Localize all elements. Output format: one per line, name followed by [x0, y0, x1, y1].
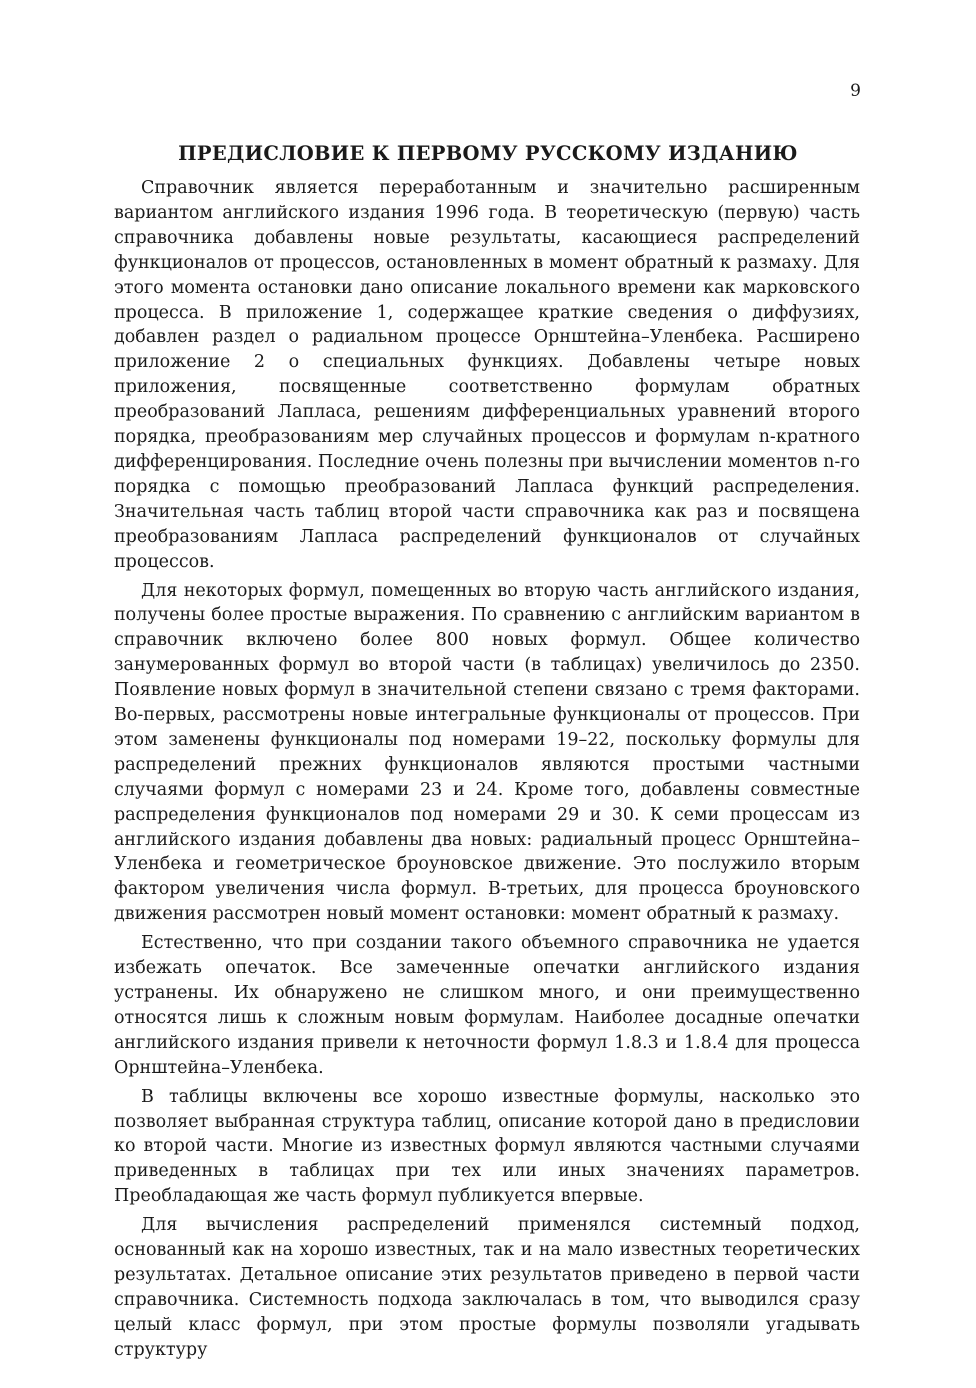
paragraph-1: Справочник является переработанным и значительно расширенным вариантом английского издания 1996 года. В теоретическую (первую) часть справочника добавлены новые результаты, касающиеся распределений функционалов от процессов, остановленных в момент обратный к размаху. Для этого момента остановки дано описание локального времени как марковского процесса. В приложение 1, содержащее краткие сведения о диффузиях, добавлен раздел о радиальном процессе Орнштейна–Уленбека. Расширено приложение 2 о специальных функциях. Добавлены четыре новых приложения, посвященные соответственно формулам обратных преобразований Лапласа, решениям дифференциальных уравнений второго порядка, преобразованиям мер случайных процессов и формулам n-кратного дифференцирования. Последние очень полезны при вычислении моментов n-го порядка с помощью преобразований Лапласа функций распределения. Значительная часть таблиц второй части справочника как раз и посвящена преобразованиям Лапласа распределений функционалов от случайных процессов. [114, 178, 860, 572]
paragraph-2: Для некоторых формул, помещенных во вторую часть английского издания, получены более простые выражения. По сравнению с английским вариантом в справочник включено более 800 новых формул. Общее количество занумерованных формул во второй части (в таблицах) увеличилось до 2350. Появление новых формул в значительной степени связано с тремя факторами. Во-первых, рассмотрены новые интегральные функционалы от процессов. При этом заменены функционалы под номерами 19–22, поскольку формулы для распределений прежних функционалов являются простыми частными случаями формул с номерами 23 и 24. Кроме того, добавлены совместные распределения функционалов под номерами 29 и 30. К семи процессам из английского издания добавлены два новых: радиальный процесс Орнштейна–Уленбека и геометрическое броуновское движение. Это послужило вторым фактором увеличения числа формул. В-третьих, для процесса броуновского движения рассмотрен новый момент остановки: момент обратный к размаху. [114, 580, 860, 925]
paragraph-3: Естественно, что при создании такого объемного справочника не удается избежать опечаток. Все замеченные опечатки английского издания устранены. Их обнаружено не слишком много, и они преимущественно относятся лишь к сложным новым формулам. Наиболее досадные опечатки английского издания привели к неточности формул 1.8.3 и 1.8.4 для процесса Орнштейна–Уленбека. [114, 933, 860, 1078]
page-number: 9 [850, 81, 861, 101]
paragraph-4: В таблицы включены все хорошо известные формулы, насколько это позволяет выбранная структура таблиц, описание которой дано в предисловии ко второй части. Многие из известных формул являются частными случаями приведенных в таблицах при тех или иных значениях параметров. Преобладающая же часть формул публикуется впервые. [114, 1086, 860, 1207]
page-title: ПРЕДИСЛОВИЕ К ПЕРВОМУ РУССКОМУ ИЗДАНИЮ [178, 142, 798, 166]
body-text [114, 176, 860, 1367]
paragraph-5: Для вычисления распределений применялся системный подход, основанный как на хорошо известных, так и на мало известных теоретических результатах. Детальное описание этих результатов приведено в первой части справочника. Системность подхода заключалась в том, что выводился сразу целый класс формул, при этом простые формулы позволяли угадывать структуру [114, 1215, 860, 1360]
